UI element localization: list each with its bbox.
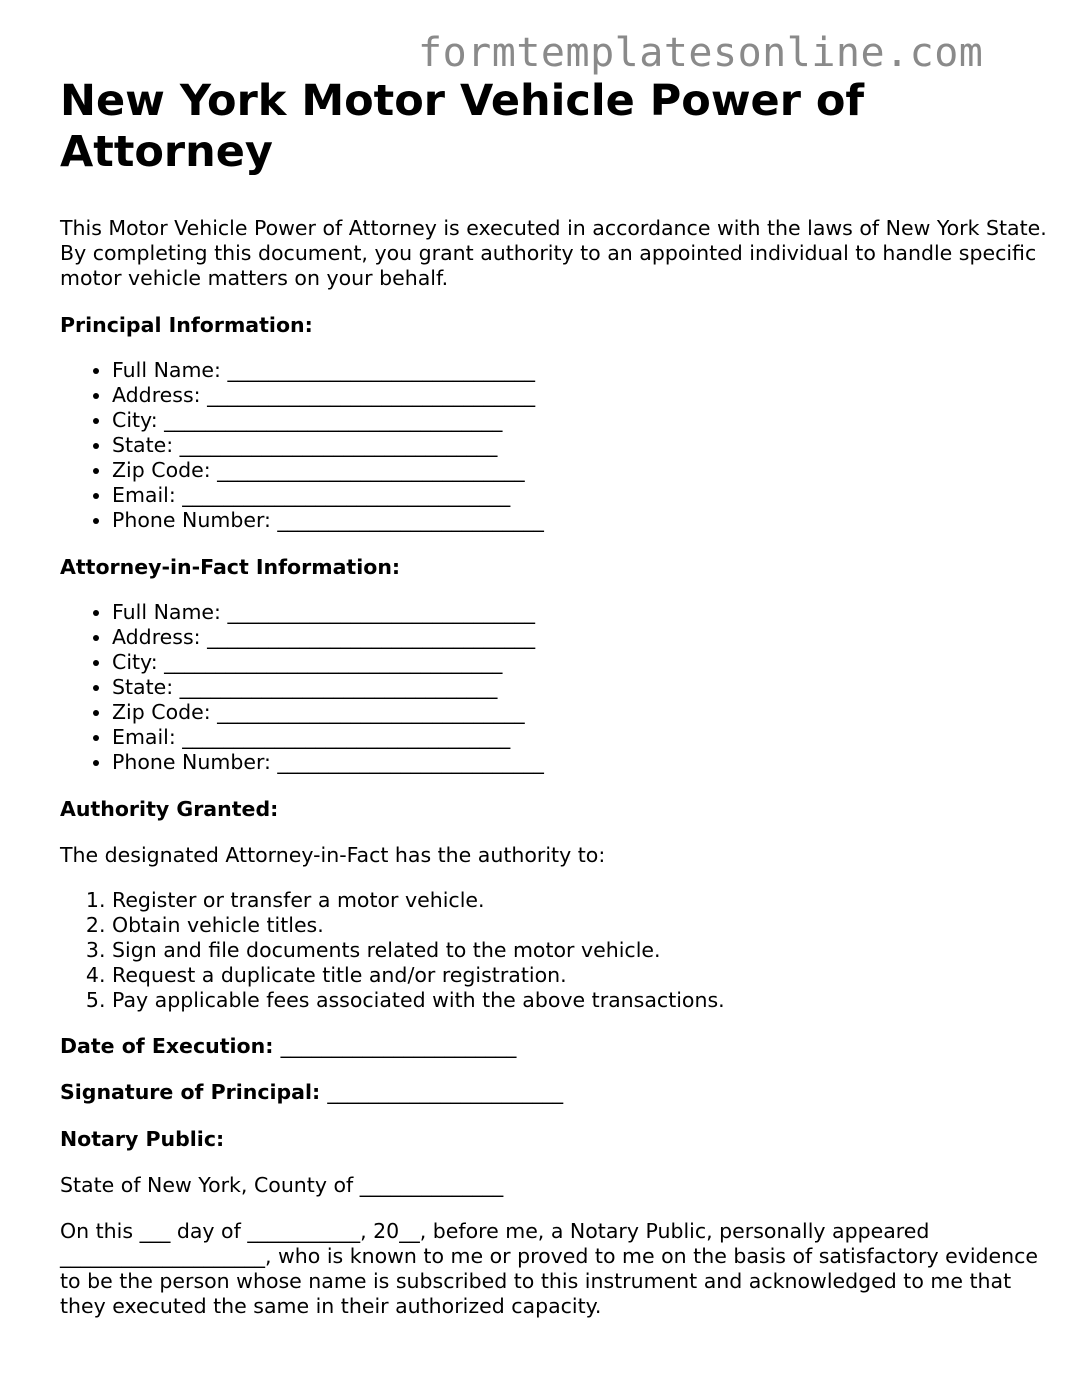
document-title: New York Motor Vehicle Power of Attorney — [60, 76, 865, 177]
date-of-execution-label: Date of Execution: — [60, 1034, 274, 1058]
signature-blank: _______________________ — [327, 1080, 564, 1104]
authority-item: 1. Register or transfer a motor vehicle. — [112, 888, 1050, 913]
authority-item: 4. Request a duplicate title and/or registration. — [112, 963, 1050, 988]
intro-paragraph: This Motor Vehicle Power of Attorney is executed in accordance with the laws of New York State. By completing this document, you grant authority to an appointed individual to handle specific motor vehicle matters on your behalf. — [60, 216, 1047, 290]
authority-heading: Authority Granted: — [60, 797, 279, 821]
signature-label: Signature of Principal: — [60, 1080, 321, 1104]
attorney-field-list — [60, 600, 1050, 775]
attorney-email-field: • Email: ________________________________ — [112, 725, 1050, 750]
attorney-phone-field: • Phone Number: __________________________ — [112, 750, 1050, 775]
principal-phone-field: • Phone Number: __________________________ — [112, 508, 1050, 533]
date-of-execution-blank: _______________________ — [280, 1034, 517, 1058]
notary-heading: Notary Public: — [60, 1127, 225, 1151]
attorney-zip-field: • Zip Code: ______________________________ — [112, 700, 1050, 725]
attorney-city-field: • City: _________________________________ — [112, 650, 1050, 675]
authority-item: 5. Pay applicable fees associated with the above transactions. — [112, 988, 1050, 1013]
principal-field-list — [60, 358, 1050, 533]
principal-full-name-field: • Full Name: ______________________________ — [112, 358, 1050, 383]
authority-lead: The designated Attorney-in-Fact has the authority to: — [60, 843, 606, 867]
attorney-address-field: • Address: ________________________________ — [112, 625, 1050, 650]
principal-heading: Principal Information: — [60, 313, 313, 337]
notary-body: On this ___ day of ___________, 20__, before me, a Notary Public, personally appeared ____________________, who is known to me or proved to me on the basis of satisfactory evidence to be the person whose name is subscribed to this instrument and acknowledged to me that they executed the same in their authorized capacity. — [60, 1219, 1039, 1318]
attorney-state-field: • State: _______________________________ — [112, 675, 1050, 700]
attorney-full-name-field: • Full Name: ______________________________ — [112, 600, 1050, 625]
signature-line — [60, 1080, 1050, 1105]
document — [60, 76, 1050, 1319]
attorney-heading: Attorney-in-Fact Information: — [60, 555, 401, 579]
authority-list — [60, 888, 1050, 1013]
principal-address-field: • Address: ________________________________ — [112, 383, 1050, 408]
principal-zip-field: • Zip Code: ______________________________ — [112, 458, 1050, 483]
watermark: formtemplatesonline.com — [418, 30, 984, 76]
authority-item: 2. Obtain vehicle titles. — [112, 913, 1050, 938]
authority-item: 3. Sign and file documents related to the motor vehicle. — [112, 938, 1050, 963]
principal-email-field: • Email: ________________________________ — [112, 483, 1050, 508]
date-of-execution-line — [60, 1034, 1050, 1059]
principal-city-field: • City: _________________________________ — [112, 408, 1050, 433]
principal-state-field: • State: _______________________________ — [112, 433, 1050, 458]
notary-county: State of New York, County of ______________ — [60, 1173, 504, 1197]
